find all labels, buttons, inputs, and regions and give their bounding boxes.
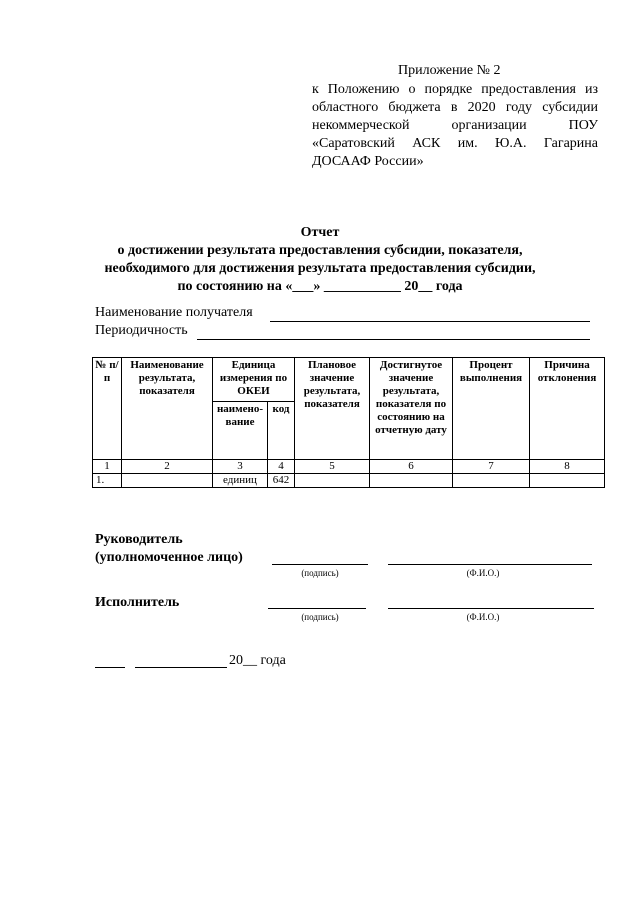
recipient-field[interactable]: [270, 321, 590, 322]
header-reason: Причина отклонения: [530, 358, 605, 460]
row-unit-name: единиц: [213, 474, 268, 488]
report-title-line-4: по состоянию на «___» ___________ 20__ года: [177, 279, 463, 294]
column-number-row: [93, 460, 605, 474]
header-unit-name: наимено-вание: [213, 402, 268, 460]
head-label-line-1: Руководитель: [95, 532, 183, 547]
date-year: 20__ года: [229, 653, 286, 668]
appendix-reference-text: к Положению о порядке предоставления из областного бюджета в 2020 году субсидии некоммерческой организации ПОУ «Саратовский АСК им. Ю.А. Гагарина ДОСААФ России»: [312, 82, 598, 169]
executor-name-caption: (Ф.И.О.): [466, 612, 500, 622]
row-number: 1.: [93, 474, 122, 488]
row-achieved[interactable]: [370, 474, 453, 488]
header-percent: Процент выполнения: [453, 358, 530, 460]
head-signature-caption: (подпись): [301, 568, 339, 578]
head-label: [95, 531, 243, 567]
header-unit: Единица измерения по ОКЕИ: [213, 358, 295, 402]
periodicity-field[interactable]: [197, 339, 590, 340]
report-table: [92, 357, 605, 488]
header-planned: Плановое значение результата, показателя: [295, 358, 370, 460]
col-num-3: 3: [213, 460, 268, 474]
recipient-label: Наименование получателя: [95, 305, 253, 320]
report-title-line-1: Отчет: [300, 225, 340, 240]
executor-name-field[interactable]: [388, 608, 594, 609]
head-name-caption: (Ф.И.О.): [466, 568, 500, 578]
head-label-line-2: (уполномоченное лицо): [95, 550, 243, 565]
row-planned[interactable]: [295, 474, 370, 488]
row-result-name[interactable]: [122, 474, 213, 488]
col-num-7: 7: [453, 460, 530, 474]
table-row: [93, 474, 605, 488]
col-num-2: 2: [122, 460, 213, 474]
header-result-name: Наименование результата, показателя: [122, 358, 213, 460]
periodicity-label: Периодичность: [95, 323, 188, 338]
row-reason[interactable]: [530, 474, 605, 488]
col-num-5: 5: [295, 460, 370, 474]
report-title-line-3: необходимого для достижения результата предоставления субсидии,: [104, 261, 536, 276]
head-signature-field[interactable]: [272, 564, 368, 565]
row-percent[interactable]: [453, 474, 530, 488]
col-num-8: 8: [530, 460, 605, 474]
header-achieved: Достигнутое значение результата, показателя по состоянию на отчетную дату: [370, 358, 453, 460]
executor-signature-field[interactable]: [268, 608, 366, 609]
col-num-1: 1: [93, 460, 122, 474]
header-unit-code: код: [268, 402, 295, 460]
col-num-4: 4: [268, 460, 295, 474]
report-title-line-2: о достижении результата предоставления субсидии, показателя,: [117, 243, 523, 258]
appendix-reference: [312, 81, 598, 171]
executor-signature-caption: (подпись): [301, 612, 339, 622]
row-unit-code: 642: [268, 474, 295, 488]
date-day-field[interactable]: [95, 667, 125, 668]
header-number: № п/п: [93, 358, 122, 460]
report-title: [60, 224, 580, 296]
date-month-field[interactable]: [135, 667, 227, 668]
executor-label: Исполнитель: [95, 595, 180, 610]
head-name-field[interactable]: [388, 564, 592, 565]
appendix-number: Приложение № 2: [398, 63, 501, 78]
col-num-6: 6: [370, 460, 453, 474]
